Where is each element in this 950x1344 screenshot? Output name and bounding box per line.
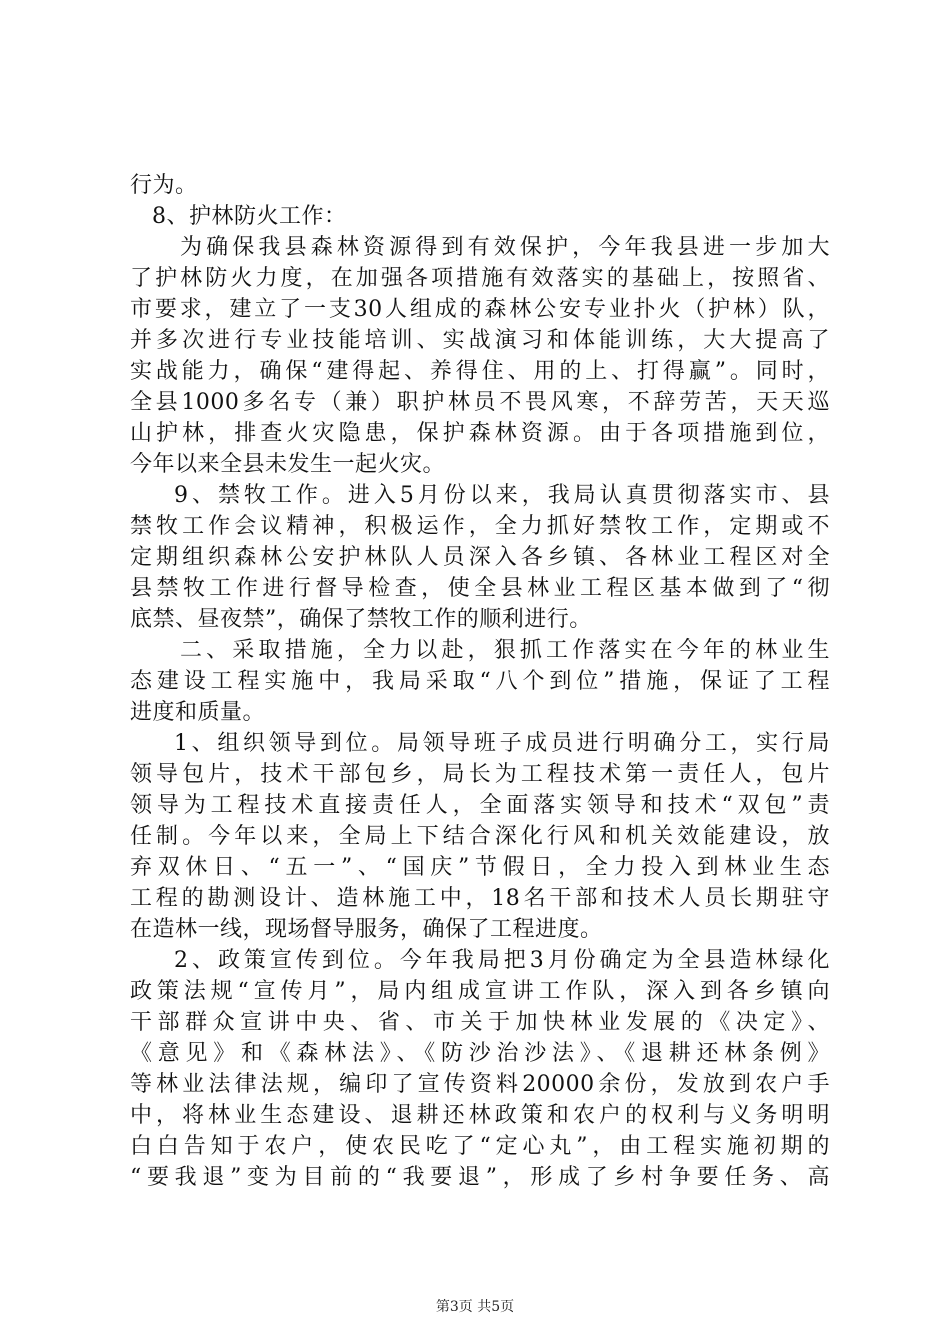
text-line: 今年以来全县未发生一起火灾。 xyxy=(130,452,446,477)
text-line: 实战能力，确保“建得起、养得住、用的上、打得赢”。同时， xyxy=(130,359,830,384)
text-line: 领导为工程技术直接责任人，全面落实领导和技术“双包”责 xyxy=(130,793,830,818)
text-line: 在造林一线，现场督导服务，确保了工程进度。 xyxy=(130,917,603,942)
text-line: 等林业法律法规，编印了宣传资料20000余份，发放到农户手 xyxy=(130,1072,830,1097)
text-line: 进度和质量。 xyxy=(130,700,266,725)
section-heading: 8、护林防火工作： xyxy=(152,204,347,229)
text-line: 山护林，排查火灾隐患，保护森林资源。由于各项措施到位， xyxy=(130,421,830,446)
text-line: 禁牧工作会议精神，积极运作，全力抓好禁牧工作，定期或不 xyxy=(130,514,830,539)
text-line: 了护林防火力度，在加强各项措施有效落实的基础上，按照省、 xyxy=(130,266,830,291)
text-line: 定期组织森林公安护林队人员深入各乡镇、各林业工程区对全 xyxy=(130,545,830,570)
text-line: 县禁牧工作进行督导检查，使全县林业工程区基本做到了“彻 xyxy=(130,576,830,601)
text-line: 《意见》和《森林法》、《防沙治沙法》、《退耕还林条例》 xyxy=(130,1041,830,1066)
text-line: 为确保我县森林资源得到有效保护，今年我县进一步加大 xyxy=(180,235,830,260)
text-line: 干部群众宣讲中央、省、市关于加快林业发展的《决定》、 xyxy=(130,1010,830,1035)
text-line: 弃双休日、“五一”、“国庆”节假日，全力投入到林业生态 xyxy=(130,855,830,880)
text-line: 2、政策宣传到位。今年我局把3月份确定为全县造林绿化 xyxy=(174,948,830,973)
text-line: 政策法规“宣传月”，局内组成宣讲工作队，深入到各乡镇向 xyxy=(130,979,830,1004)
text-line: 全县1000多名专（兼）职护林员不畏风寒，不辞劳苦，天天巡 xyxy=(130,390,830,415)
text-line: 并多次进行专业技能培训、实战演习和体能训练，大大提高了 xyxy=(130,328,830,353)
document-body xyxy=(130,170,830,1193)
text-line: 态建设工程实施中，我局采取“八个到位”措施，保证了工程 xyxy=(130,669,830,694)
section-heading: 二、采取措施，全力以赴，狠抓工作落实在今年的林业生 xyxy=(180,638,830,663)
text-line: 中，将林业生态建设、退耕还林政策和农户的权利与义务明明 xyxy=(130,1103,830,1128)
text-line: 白白告知于农户，使农民吃了“定心丸”，由工程实施初期的 xyxy=(130,1134,830,1159)
text-line: 1、组织领导到位。局领导班子成员进行明确分工，实行局 xyxy=(174,731,830,756)
text-line: 领导包片，技术干部包乡，局长为工程技术第一责任人，包片 xyxy=(130,762,830,787)
text-line: “要我退”变为目前的“我要退”，形成了乡村争要任务、高 xyxy=(130,1165,830,1190)
text-line: 任制。今年以来，全局上下结合深化行风和机关效能建设，放 xyxy=(130,824,830,849)
text-line: 底禁、昼夜禁”，确保了禁牧工作的顺利进行。 xyxy=(130,607,592,632)
text-line: 9、禁牧工作。进入5月份以来，我局认真贯彻落实市、县 xyxy=(174,483,830,508)
text-line: 市要求，建立了一支30人组成的森林公安专业扑火（护林）队， xyxy=(130,297,830,322)
text-line: 工程的勘测设计、造林施工中，18名干部和技术人员长期驻守 xyxy=(130,886,830,911)
text-line: 行为。 xyxy=(130,173,198,198)
page-footer xyxy=(0,1296,950,1316)
page-number: 第3页 共5页 xyxy=(435,1299,515,1315)
